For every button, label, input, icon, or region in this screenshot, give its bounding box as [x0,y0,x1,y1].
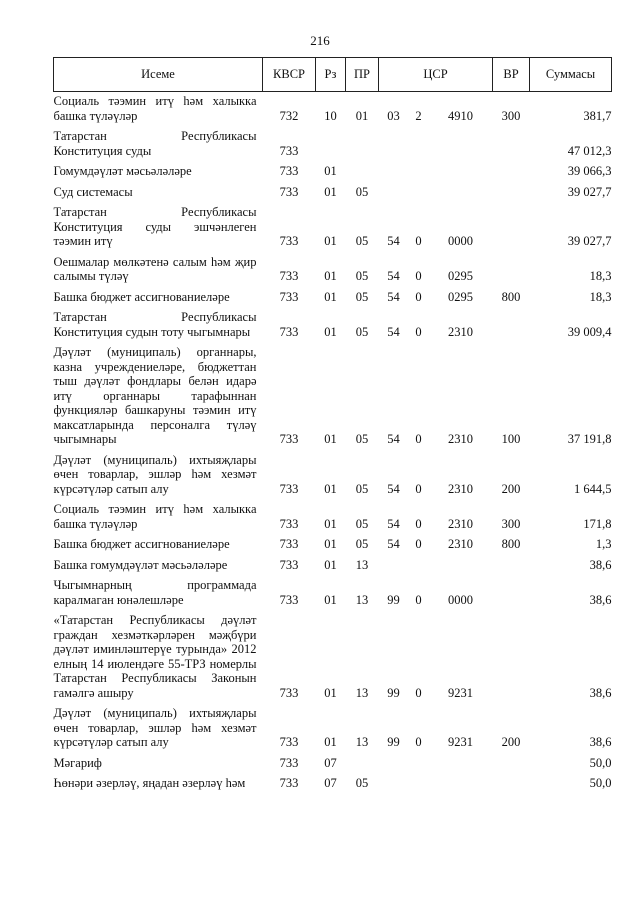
row-csr-subprogram [409,127,429,162]
row-sum: 171,8 [583,516,612,531]
row-name: Социаль тәэмин итү һәм халыкка башка түләүләр [53,502,257,531]
header-rz: Рз [316,58,346,92]
row-csr-direction: 2310 [448,537,473,551]
row-kvsr: 733 [279,234,299,248]
header-sum: Суммасы [530,58,612,92]
table-row [54,556,612,577]
row-pr: 05 [355,269,369,283]
row-rz: 01 [324,269,337,283]
row-csr-program: 54 [387,537,400,551]
row-rz: 01 [324,289,337,304]
row-kvsr: 733 [279,537,299,551]
row-csr-subprogram: 0 [415,269,422,283]
row-vr [493,253,530,288]
row-pr [346,127,379,162]
row-pr: 13 [355,685,369,700]
row-csr-program: 54 [387,324,400,339]
row-kvsr: 733 [279,685,299,700]
row-vr [493,183,530,204]
row-rz: 01 [324,324,337,339]
row-name: Дәүләт (муниципаль) ихтыяҗлары өчен товарлар, эшләр һәм хезмәт күрсәтүләр сатып алу [53,706,257,749]
row-name: Дәүләт (муниципаль) органнары, казна учреждениеләре, бюджеттан тыш дәүләт фондлары белән идарә итү органнары тарафыннан функцияләр башкаруны тәэмин итү максатларында персоналга түләү чыгымнары [53,345,257,446]
row-sum: 39 009,4 [567,324,612,339]
row-csr-program: 54 [387,516,400,531]
row-sum: 18,3 [589,289,612,304]
row-sum: 38,6 [589,592,612,607]
row-csr-subprogram: 2 [415,108,422,123]
row-kvsr: 733 [279,776,299,790]
row-vr: 800 [501,537,521,551]
budget-table [53,57,612,795]
header-kvsr: КВСР [263,58,316,92]
row-rz: 07 [324,755,337,770]
row-csr-subprogram: 0 [415,592,422,607]
row-rz: 01 [324,184,337,199]
row-csr-subprogram [409,774,429,795]
row-vr [493,203,530,253]
row-csr-program [379,127,409,162]
row-csr-direction [429,162,493,183]
row-sum: 38,6 [589,685,612,700]
row-csr-program: 54 [387,234,400,248]
row-csr-subprogram: 0 [415,481,422,496]
row-kvsr: 733 [279,324,299,339]
table-row [54,308,612,343]
row-csr-subprogram: 0 [415,735,422,749]
row-csr-subprogram [409,754,429,775]
row-csr-direction [429,754,493,775]
table-row [54,203,612,253]
row-kvsr: 733 [279,516,299,531]
table-row [54,535,612,556]
row-csr-program [379,162,409,183]
row-name: Социаль тәэмин итү һәм халыкка башка түләүләр [53,94,257,123]
row-pr: 05 [355,432,369,446]
row-name: Оешмалар мөлкәтенә салым һәм җир салымы түләү [53,254,257,283]
row-csr-direction: 0000 [448,234,473,248]
row-vr [493,611,530,704]
row-vr [493,556,530,577]
row-name: Башка бюджет ассигнованиеләре [53,537,230,551]
row-csr-program: 03 [387,108,400,123]
row-rz: 01 [324,234,337,248]
table-row [54,754,612,775]
row-sum: 18,3 [589,269,612,283]
row-vr [493,576,530,611]
row-vr: 800 [501,289,521,304]
row-pr [346,162,379,183]
row-rz: 01 [324,592,337,607]
row-pr [346,754,379,775]
row-pr: 13 [355,592,369,607]
row-sum: 37 191,8 [567,432,612,446]
row-csr-direction: 0295 [448,269,473,283]
row-rz [316,127,346,162]
row-rz: 01 [324,685,337,700]
row-vr [493,127,530,162]
row-csr-direction: 4910 [448,108,473,123]
row-name: Дәүләт (муниципаль) ихтыяҗлары өчен товарлар, эшләр һәм хезмәт күрсәтүләр сатып алу [53,452,257,496]
row-sum: 381,7 [583,108,612,123]
row-pr: 05 [355,776,369,790]
header-csr: ЦСР [379,58,493,92]
row-csr-program [379,774,409,795]
row-csr-program: 54 [387,432,400,446]
row-csr-subprogram [409,162,429,183]
row-pr: 05 [355,537,369,551]
row-sum: 47 012,3 [567,143,612,158]
row-name: Һөнәри әзерләү, яңадан әзерләү һәм [53,776,246,790]
table-row [54,451,612,501]
table-row [54,774,612,795]
row-name: Татарстан Республикасы Конституция судын тоту чыгымнары [53,310,257,339]
table-row [54,611,612,704]
row-pr: 05 [355,184,369,199]
row-csr-subprogram [409,183,429,204]
table-row [54,183,612,204]
row-csr-program: 54 [387,481,400,496]
row-csr-subprogram: 0 [415,685,422,700]
row-vr: 100 [501,432,521,446]
row-kvsr: 733 [279,592,299,607]
table-body [54,92,612,795]
row-rz: 01 [324,481,337,496]
row-csr-program: 99 [387,592,400,607]
row-kvsr: 733 [279,557,299,572]
table-row [54,92,612,128]
row-vr [493,308,530,343]
row-csr-direction [429,774,493,795]
table-row [54,704,612,754]
row-rz: 01 [324,557,337,572]
row-csr-direction: 2310 [448,481,473,496]
row-sum: 50,0 [589,755,612,770]
row-rz: 01 [324,735,337,749]
row-rz: 01 [324,164,337,178]
table-row [54,127,612,162]
row-vr: 200 [501,481,521,496]
row-csr-direction: 2310 [448,432,473,446]
header-vr: ВР [493,58,530,92]
row-vr [493,162,530,183]
row-name: Чыгымнарның программада каралмаган юнәлешләре [53,578,257,607]
row-csr-program: 54 [387,289,400,304]
row-sum: 1,3 [595,537,612,551]
row-vr [493,774,530,795]
row-csr-program: 99 [387,735,400,749]
row-csr-program: 99 [387,685,400,700]
row-rz: 07 [324,776,337,790]
row-csr-direction [429,183,493,204]
row-csr-program [379,183,409,204]
row-pr: 05 [355,324,369,339]
row-csr-subprogram [409,556,429,577]
row-rz: 01 [324,537,337,551]
row-sum: 39 066,3 [567,164,612,178]
table-row [54,343,612,451]
row-kvsr: 733 [279,184,299,199]
row-csr-program [379,754,409,775]
row-pr: 05 [355,289,369,304]
row-kvsr: 733 [279,289,299,304]
row-sum: 39 027,7 [567,184,612,199]
row-kvsr: 733 [279,143,299,158]
row-kvsr: 733 [279,269,299,283]
header-name: Исеме [54,58,263,92]
row-name: Башка бюджет ассигнованиеләре [53,289,230,304]
row-name: Татарстан Республикасы Конституция суды [53,129,257,158]
row-csr-program: 54 [387,269,400,283]
row-rz: 01 [324,516,337,531]
page-number: 216 [310,33,330,48]
row-csr-direction: 2310 [448,516,473,531]
row-name: Татарстан Республикасы Конституция суды эшчәнлеген тәэмин итү [53,205,257,248]
row-csr-subprogram: 0 [415,537,422,551]
row-kvsr: 732 [279,108,299,123]
row-vr [493,754,530,775]
row-rz: 10 [324,108,337,123]
row-kvsr: 733 [279,432,299,446]
table-row [54,253,612,288]
row-sum: 1 644,5 [574,481,612,496]
table-row [54,162,612,183]
row-vr: 300 [501,516,521,531]
row-csr-subprogram: 0 [415,289,422,304]
row-csr-direction [429,127,493,162]
row-pr: 05 [355,516,369,531]
row-sum: 38,6 [589,735,612,749]
row-name: Суд системасы [53,184,133,199]
row-csr-subprogram: 0 [415,516,422,531]
row-vr: 300 [501,108,521,123]
row-csr-subprogram: 0 [415,324,422,339]
row-kvsr: 733 [279,481,299,496]
row-pr: 13 [355,735,369,749]
table-row [54,288,612,309]
row-name: Мәгариф [53,755,102,770]
table-row [54,576,612,611]
row-csr-direction: 0000 [448,592,473,607]
row-csr-program [379,556,409,577]
row-sum: 38,6 [589,557,612,572]
row-kvsr: 733 [279,164,299,178]
header-pr: ПР [346,58,379,92]
row-csr-direction: 9231 [448,735,473,749]
row-csr-direction: 2310 [448,324,473,339]
row-csr-subprogram: 0 [415,234,422,248]
table-header-row [54,58,612,92]
row-csr-subprogram: 0 [415,432,422,446]
row-name: Гомумдәүләт мәсьәләләре [53,164,192,178]
row-csr-direction [429,556,493,577]
row-vr: 200 [501,735,521,749]
row-rz: 01 [324,432,337,446]
row-csr-direction: 9231 [448,685,473,700]
table-row [54,500,612,535]
row-pr: 13 [355,557,369,572]
row-name: «Татарстан Республикасы дәүләт граждан хезмәткәрләрен мәҗбүри дәүләт иминләштерүе турында» 2012 елның 14 июлендәге 55-ТРЗ номерлы Татарстан Республикасы Законын гамәлгә ашыру [53,613,257,700]
row-pr: 05 [355,481,369,496]
row-csr-direction: 0295 [448,289,473,304]
row-kvsr: 733 [279,755,299,770]
row-kvsr: 733 [279,735,299,749]
row-pr: 05 [355,234,369,248]
row-pr: 01 [355,108,369,123]
row-sum: 39 027,7 [567,234,612,248]
row-sum: 50,0 [589,776,612,790]
row-name: Башка гомумдәүләт мәсьәләләре [53,557,228,572]
